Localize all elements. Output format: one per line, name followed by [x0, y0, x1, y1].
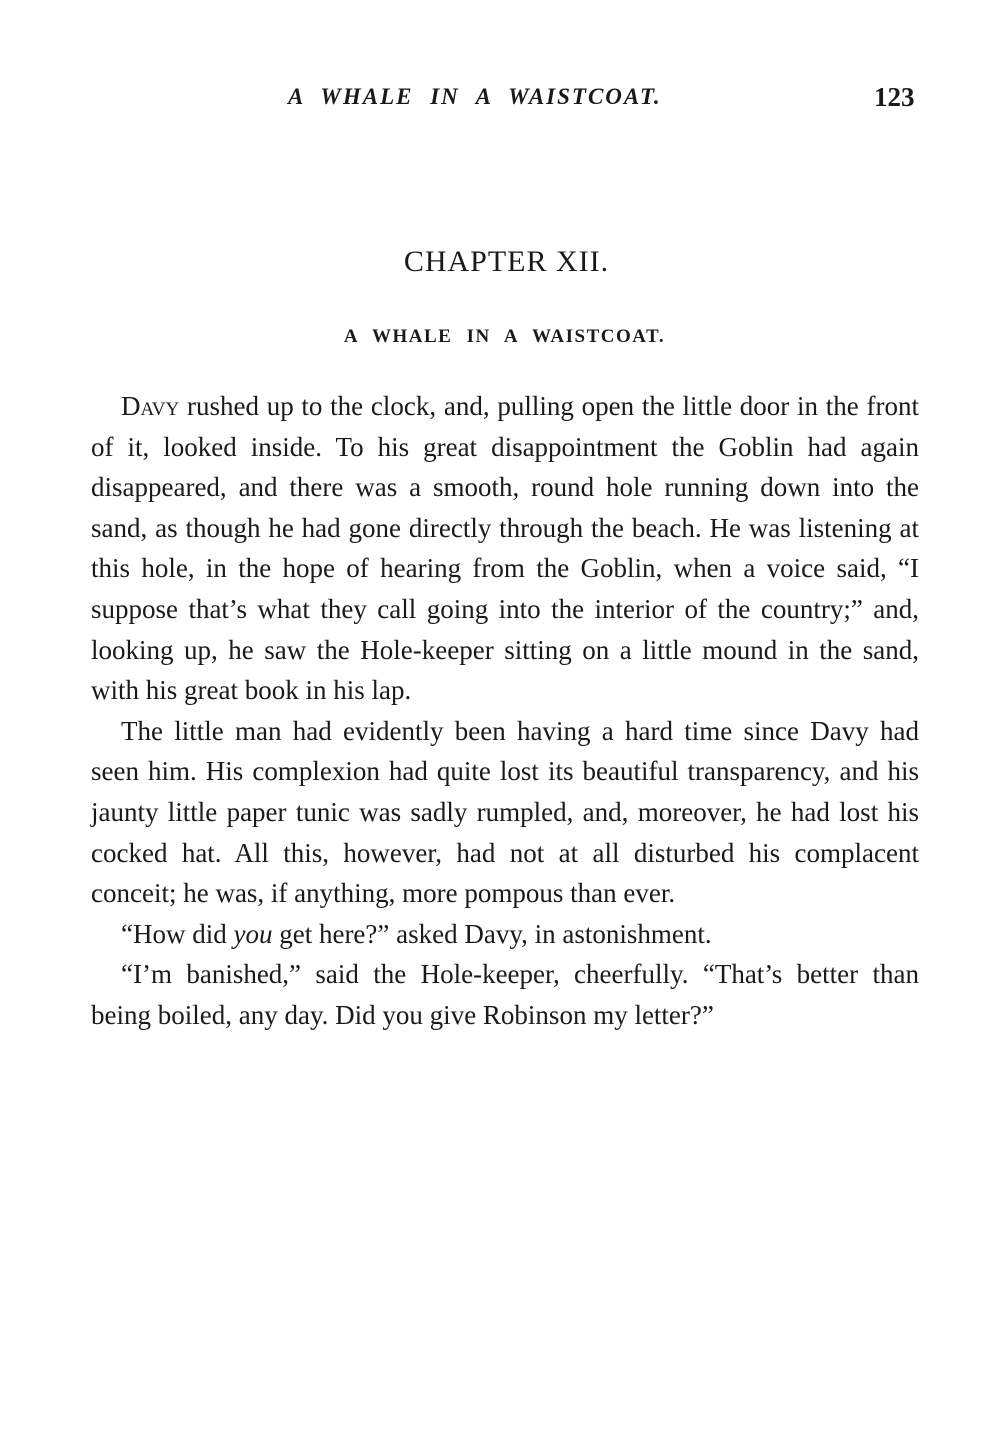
running-title: A WHALE IN A WAISTCOAT.: [288, 84, 662, 109]
paragraph-3-before: “How did: [121, 918, 234, 949]
paragraph-3-after: get here?” asked Davy, in astonishment.: [272, 918, 712, 949]
paragraph-4: “I’m banished,” said the Hole-keeper, cheerfully. “That’s better than being boiled, any day. Did you give Robinson my letter?”: [91, 959, 919, 1030]
paragraph-3-emphasis: you: [233, 918, 273, 949]
paragraph-1-text: rushed up to the clock, and, pulling open the little door in the front of it, looked inside. To his great disappointment the Goblin had again disappeared, and there was a smooth, round hole running down into the sand, as though he had gone directly through the beach. He was listening at this hole, in the hope of hearing from the Goblin, when a voice said, “I suppose that’s what they call going into the interior of the country;” and, looking up, he saw the Hole-keeper sitting on a little mound in the sand, with his great book in his lap.: [91, 391, 919, 706]
opening-word: Davy: [121, 391, 180, 421]
paragraph-1: [91, 386, 919, 711]
page-number: 123: [874, 82, 915, 112]
body-text: [91, 386, 919, 1036]
running-header: [0, 84, 993, 124]
chapter-subtitle: A WHALE IN A WAISTCOAT.: [343, 326, 666, 347]
paragraph-3: [91, 914, 919, 955]
chapter-heading: CHAPTER XII.: [403, 245, 610, 278]
paragraph-2: The little man had evidently been having a hard time since Davy had seen him. His complexion had quite lost its beautiful transparency, and his jaunty little paper tunic was sadly rumpled, and, moreover, he had lost his cocked hat. All this, however, had not at all disturbed his complacent conceit; he was, if anything, more pompous than ever.: [91, 715, 919, 909]
